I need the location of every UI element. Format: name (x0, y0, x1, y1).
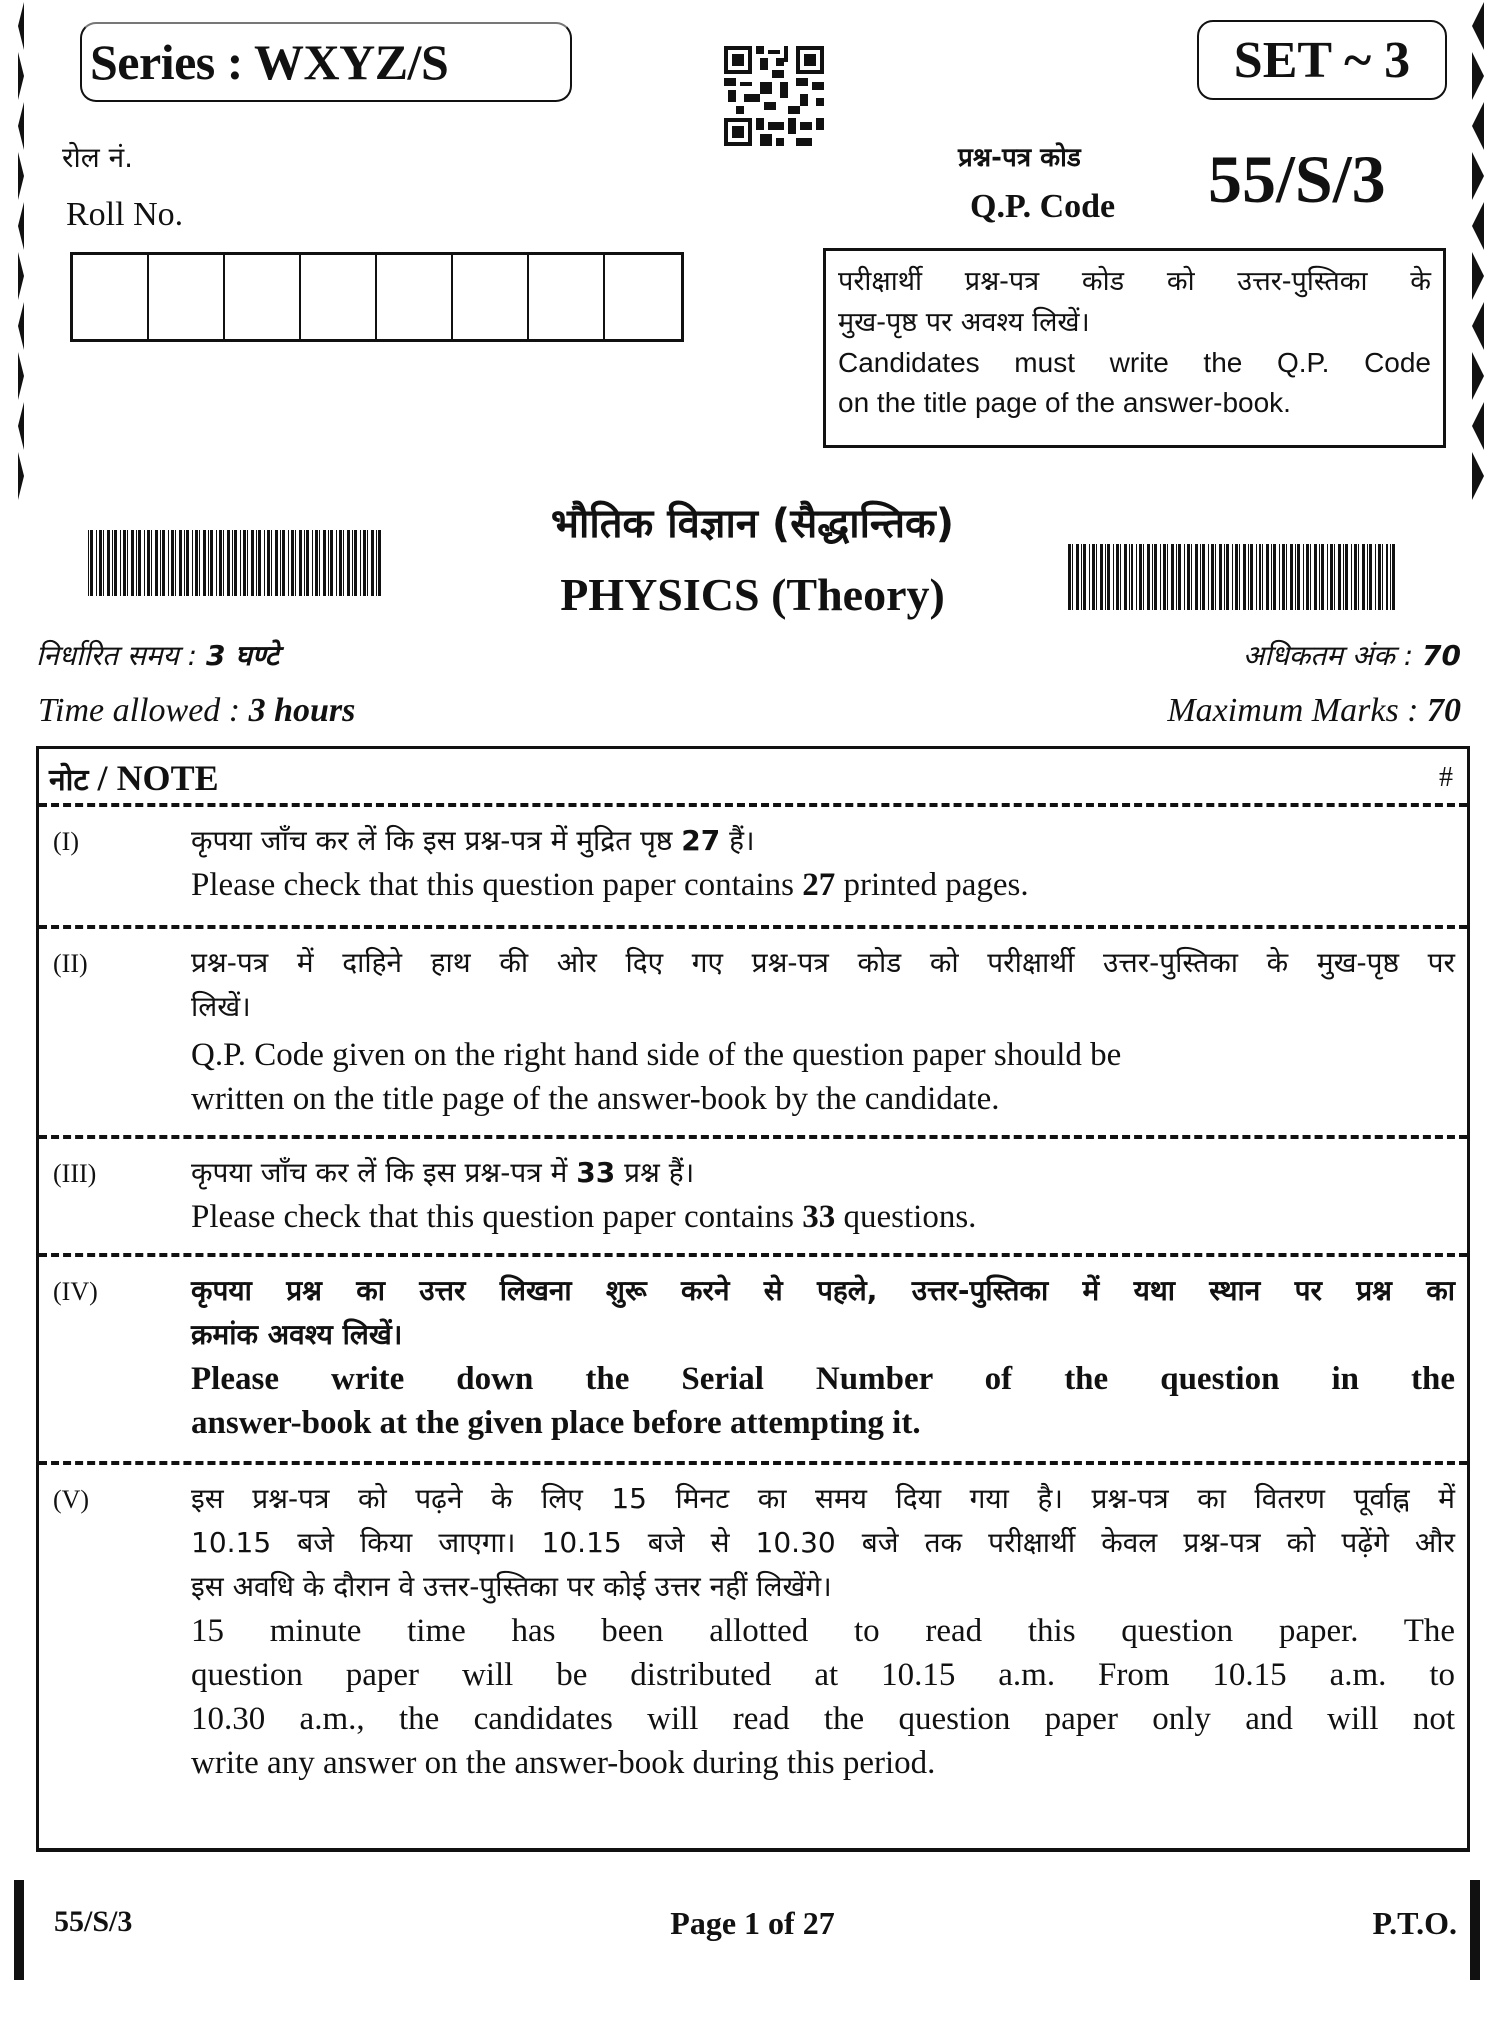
note-item-5 (39, 1465, 1467, 1797)
edge-marker-icon (18, 352, 24, 400)
roll-no-digit-box[interactable] (225, 255, 301, 339)
notice-hindi-line-1: परीक्षार्थी प्रश्न-पत्र कोड को उत्तर-पुस्तिका के (838, 266, 1431, 297)
note-item-english-line-2: question paper will be distributed at 10.15 a.m. From 10.15 a.m. to (191, 1657, 1455, 1693)
edge-marker-icon (1472, 52, 1484, 100)
note-item-hindi-line-1: कृपया प्रश्न का उत्तर लिखना शुरू करने से पहले, उत्तर-पुस्तिका में यथा स्थान पर प्रश्न का (191, 1274, 1455, 1307)
text-fragment: कृपया जाँच कर लें कि इस प्रश्न-पत्र में मुद्रित पृष्ठ (191, 824, 682, 857)
footer-qp-code: 55/S/3 (54, 1905, 133, 1938)
notice-hindi-line-2: मुख-पृष्ठ पर अवश्य लिखें। (838, 307, 1090, 338)
edge-marker-icon (1472, 302, 1484, 350)
subject-title-hindi: भौतिक विज्ञान (सैद्धान्तिक) (550, 501, 955, 547)
edge-marker-icon (1472, 202, 1484, 250)
qp-code-label: Q.P. Code (970, 188, 1116, 225)
time-allowed-hindi-value: 3 घण्टे (205, 639, 279, 672)
text-fragment: questions. (835, 1199, 977, 1235)
roll-no-digit-box[interactable] (73, 255, 149, 339)
note-item-english (191, 863, 1455, 907)
maximum-marks (1167, 692, 1461, 730)
note-box (36, 746, 1470, 1852)
text-fragment: Please check that this question paper contains (191, 1199, 803, 1235)
edge-marker-icon (18, 152, 24, 200)
note-item-english-line-3: 10.30 a.m., the candidates will read the question paper only and will not (191, 1701, 1455, 1737)
edge-marker-icon (1472, 102, 1484, 150)
note-item-4 (39, 1257, 1467, 1465)
edge-marker-icon (1472, 2, 1484, 50)
note-item-number: (II) (53, 949, 88, 978)
edge-marker-icon (18, 402, 24, 450)
roll-no-digit-box[interactable] (453, 255, 529, 339)
time-allowed-label: Time allowed : (38, 692, 249, 729)
set-label: SET ~ 3 (1233, 31, 1411, 89)
edge-marker-icon (1472, 152, 1484, 200)
note-item-hindi (191, 819, 1455, 863)
time-allowed-hindi (36, 636, 279, 674)
roll-no-digit-box[interactable] (301, 255, 377, 339)
note-heading-row (39, 749, 1467, 807)
edge-marker-icon (18, 452, 24, 500)
note-item-number: (III) (53, 1159, 97, 1188)
roll-no-digit-box[interactable] (529, 255, 605, 339)
note-item-hindi-line-1: इस प्रश्न-पत्र को पढ़ने के लिए 15 मिनट का समय दिया गया है। प्रश्न-पत्र का वितरण पूर्वाह्न में (191, 1482, 1455, 1515)
roll-no-digit-box[interactable] (377, 255, 453, 339)
note-heading-english: NOTE (116, 758, 219, 798)
qp-code-notice-box (823, 248, 1446, 448)
edge-marker-icon (18, 52, 24, 100)
roll-no-label-hindi: रोल नं. (62, 141, 134, 174)
note-item-english (191, 1195, 1455, 1239)
subject-title: PHYSICS (Theory) (560, 569, 945, 620)
note-heading-hindi: नोट (49, 763, 89, 798)
time-allowed (38, 692, 355, 730)
edge-marker-icon (18, 202, 24, 250)
text-fragment: Please check that this question paper contains (191, 867, 803, 903)
note-item-hindi-line-2: 10.15 बजे किया जाएगा। 10.15 बजे से 10.30 बजे तक परीक्षार्थी केवल प्रश्न-पत्र को पढ़ेंगे और (191, 1526, 1455, 1559)
question-count: 33 (802, 1199, 836, 1235)
note-item-2 (39, 929, 1467, 1139)
edge-marker-icon (1472, 252, 1484, 300)
note-item-hindi-line-2: क्रमांक अवश्य लिखें। (191, 1318, 403, 1351)
qr-code-icon (724, 46, 824, 146)
roll-no-label: Roll No. (66, 196, 184, 233)
text-fragment: printed pages. (835, 867, 1029, 903)
note-item-hindi-line-1: प्रश्न-पत्र में दाहिने हाथ की ओर दिए गए प्रश्न-पत्र कोड को परीक्षार्थी उत्तर-पुस्तिका के मुख-पृष्ठ पर (191, 946, 1455, 979)
note-item-3 (39, 1139, 1467, 1257)
notice-english-line-1: Candidates must write the Q.P. Code (838, 347, 1431, 378)
edge-marker-icon (1472, 402, 1484, 450)
question-count: 33 (576, 1156, 616, 1189)
hash-mark: # (1439, 762, 1453, 793)
maximum-marks-value: 70 (1427, 692, 1461, 729)
edge-marker-icon (18, 252, 24, 300)
text-fragment: हैं। (720, 824, 755, 857)
time-allowed-value: 3 hours (248, 692, 356, 729)
note-heading (49, 757, 219, 799)
note-item-english-line-2: written on the title page of the answer-book by the candidate. (191, 1081, 1000, 1117)
series-label: Series : WXYZ/S (90, 34, 449, 90)
note-item-english-line-4: write any answer on the answer-book during this period. (191, 1745, 936, 1781)
roll-no-digit-box[interactable] (149, 255, 225, 339)
time-allowed-hindi-label: निर्धारित समय : (36, 639, 206, 672)
note-item-english-line-2: answer-book at the given place before attempting it. (191, 1405, 921, 1441)
roll-no-digit-box[interactable] (605, 255, 681, 339)
maximum-marks-hindi-value: 70 (1422, 639, 1461, 672)
note-item-hindi (191, 1151, 1455, 1195)
qp-code-value: 55/S/3 (1208, 141, 1386, 217)
note-item-number: (IV) (53, 1277, 98, 1306)
set-box (1197, 20, 1447, 100)
note-item-number: (I) (53, 827, 79, 856)
page-number: Page 1 of 27 (670, 1905, 835, 1941)
page-count: 27 (681, 824, 721, 857)
note-item-english-line-1: Please write down the Serial Number of the question in the (191, 1361, 1455, 1397)
maximum-marks-hindi-label: अधिकतम अंक : (1242, 639, 1423, 672)
note-item-english-line-1: Q.P. Code given on the right hand side of the question paper should be (191, 1037, 1122, 1073)
page-count: 27 (802, 867, 836, 903)
note-item-1 (39, 807, 1467, 929)
note-item-hindi-line-2: लिखें। (191, 990, 251, 1023)
maximum-marks-hindi (1243, 636, 1461, 674)
text-fragment: कृपया जाँच कर लें कि इस प्रश्न-पत्र में (191, 1156, 577, 1189)
edge-marker-icon (18, 2, 24, 50)
text-fragment: प्रश्न हैं। (615, 1156, 695, 1189)
note-item-hindi-line-3: इस अवधि के दौरान वे उत्तर-पुस्तिका पर कोई उत्तर नहीं लिखेंगे। (191, 1570, 832, 1603)
maximum-marks-label: Maximum Marks : (1167, 692, 1427, 729)
notice-english-line-2: on the title page of the answer-book. (838, 387, 1291, 418)
note-heading-separator: / (88, 758, 117, 798)
pto-label: P.T.O. (1372, 1905, 1457, 1941)
qp-code-label-hindi: प्रश्न-पत्र कोड (958, 143, 1081, 173)
edge-marker-icon (1472, 352, 1484, 400)
series-box (80, 22, 572, 102)
edge-marker-icon (18, 302, 24, 350)
edge-marker-icon (1472, 452, 1484, 500)
note-item-number: (V) (53, 1485, 90, 1514)
edge-marker-icon (18, 102, 24, 150)
roll-no-boxes (70, 252, 684, 342)
note-item-english-line-1: 15 minute time has been allotted to read this question paper. The (191, 1613, 1455, 1649)
